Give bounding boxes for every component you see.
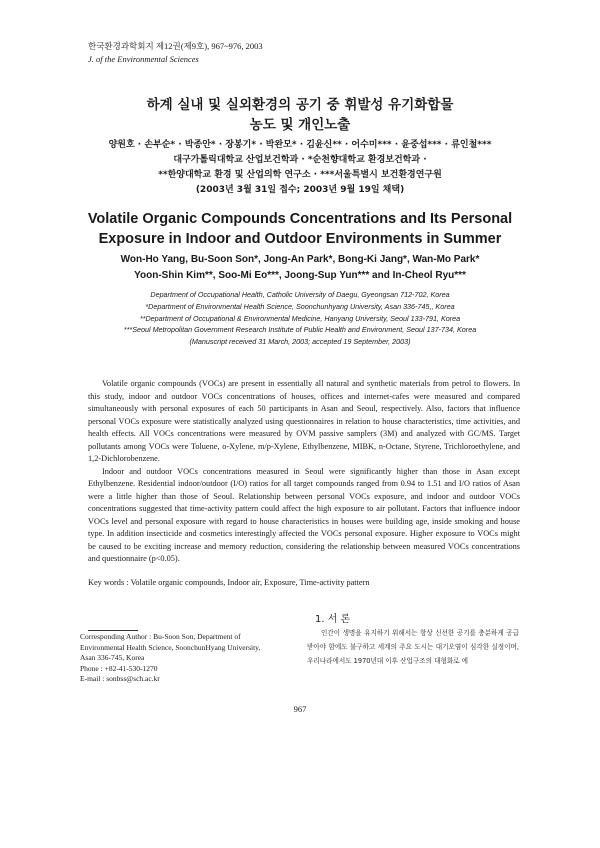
correspondence-email: E-mail : sonbss@sch.ac.kr [80, 674, 160, 683]
affiliation-2: *Department of Environmental Health Science, Soonchunhyang University, Asan 336-745,, Korea [145, 301, 455, 311]
affiliation-3: **Department of Occupational & Environmental Medicine, Hanyang University, Seoul 133-791, Korea [139, 313, 461, 323]
correspondence-footnote [80, 632, 290, 685]
section-heading: 1. 서 론 [315, 614, 351, 625]
title-korean-line1: 하계 실내 및 실외환경의 공기 중 휘발성 유기화합물 [146, 97, 454, 113]
authors-korean [0, 138, 600, 198]
title-english [0, 209, 600, 249]
authors-english [0, 252, 600, 284]
journal-citation-ko: 한국환경과학회지 제12권(제9호), 967~976, 2003 [88, 41, 263, 51]
introduction-paragraph: 인간이 생명을 유지하기 위해서는 항상 신선한 공기를 충분하게 공급받아야 함에도 불구하고 세계의 주요 도시는 대기오염이 심각한 실정이며, 우리나라에서도 1970년대 이후 산업구조의 대형화로 에 [307, 629, 519, 665]
manuscript-dates: (Manuscript received 31 March, 2003; accepted 19 September, 2003) [189, 337, 411, 347]
section-body [307, 626, 519, 668]
correspondence-phone: Phone : +82-41-530-1270 [80, 663, 158, 673]
abstract [88, 378, 520, 566]
affiliation-korean-2: **한양대학교 환경 및 산업의학 연구소 · ***서울특별시 보건환경연구원 [158, 170, 442, 180]
authors-english-line2: Yoon-Shin Kim**, Soo-Mi Eo***, Joong-Sup Yun*** and In-Cheol Ryu*** [134, 270, 466, 281]
journal-name-en: J. of the Environmental Sciences [88, 54, 199, 64]
correspondence-line3: Asan 336-745, Korea [80, 653, 145, 662]
abstract-paragraph-1: Volatile organic compounds (VOCs) are present in essentially all natural and synthetic materials from petrol to flowers. In this study, indoor and outdoor VOCs concentrations of houses, offices and internet-cafes were measured and compared simultaneously with personal exposures of each 50 participants in Asan and Seoul, respectively. Also, factors that influence personal VOCs exposure were statistically analyzed using questionnaires in relation to house characteristics, time activities, and health effects. All VOCs concentrations were measured by OVM passive samplers (3M) and analyzed with GC/MS. Target pollutants among VOCs were Toluene, o-Xylene, m/p-Xylene, Ethylbenzene, MIBK, n-Octane, Styrene, Trichloroethylene, and 1,2-Dichlorobenzene. [88, 379, 520, 463]
footnote-divider [88, 630, 138, 631]
affiliations-english [0, 289, 600, 348]
affiliation-korean-1: 대구가톨릭대학교 산업보건학과 · *순천향대학교 환경보건학과 · [173, 155, 427, 165]
received-date-korean: (2003년 3월 31일 접수; 2003년 9월 19일 채택) [195, 185, 405, 195]
authors-english-line1: Won-Ho Yang, Bu-Soon Son*, Jong-An Park*, Bong-Ki Jang*, Wan-Mo Park* [120, 254, 480, 265]
correspondence-line1: Corresponding Author : Bu-Soon Son, Department of [80, 632, 241, 641]
abstract-paragraph-2: Indoor and outdoor VOCs concentrations measured in Seoul were significantly higher than those in Asan except Ethylbenzene. Residential indoor/outdoor (I/O) ratios for all target compounds ranged from 0.94 to 1.51 and I/O ratios of Asan were a little higher than those of Seoul. Relationship between personal VOCs exposure, and indoor and outdoor VOCs concentrations suggested that time-activity pattern could affect the high exposure to air pollutant. Factors that influence indoor VOCs level and personal exposure with regard to house characteristics in houses were building age, inside smoking and house type. In addition insecticide and cosmetics interestingly affected the VOCs personal exposure. Higher exposure to VOCs might be caused to be exciting increase and memory reduction, considering the relationship between measured VOCs concentrations and questionnaire (p<0.05). [88, 466, 520, 563]
title-korean [0, 95, 600, 135]
authors-korean-names: 양원호 · 손부순* · 박종안* · 장봉기* · 박완모* · 김윤신** · 어수미*** · 윤중섭*** · 류인철*** [108, 140, 492, 150]
keywords: Key words : Volatile organic compounds, Indoor air, Exposure, Time-activity pattern [88, 578, 370, 587]
correspondence-line2: Environmental Health Science, SoonchunHyang University, [80, 642, 261, 652]
page-number: 967 [293, 704, 307, 714]
title-korean-line2: 농도 및 개인노출 [249, 117, 351, 133]
affiliation-4: ***Seoul Metropolitan Government Research Institute of Public Health and Environment, Seoul 137-734, Korea [123, 325, 477, 335]
journal-header [88, 40, 263, 66]
title-english-line1: Volatile Organic Compounds Concentrations and Its Personal [87, 211, 513, 227]
affiliation-1: Department of Occupational Health, Catholic University of Daegu, Gyeongsan 712-702, Korea [150, 290, 450, 299]
title-english-line2: Exposure in Indoor and Outdoor Environments in Summer [98, 231, 502, 247]
